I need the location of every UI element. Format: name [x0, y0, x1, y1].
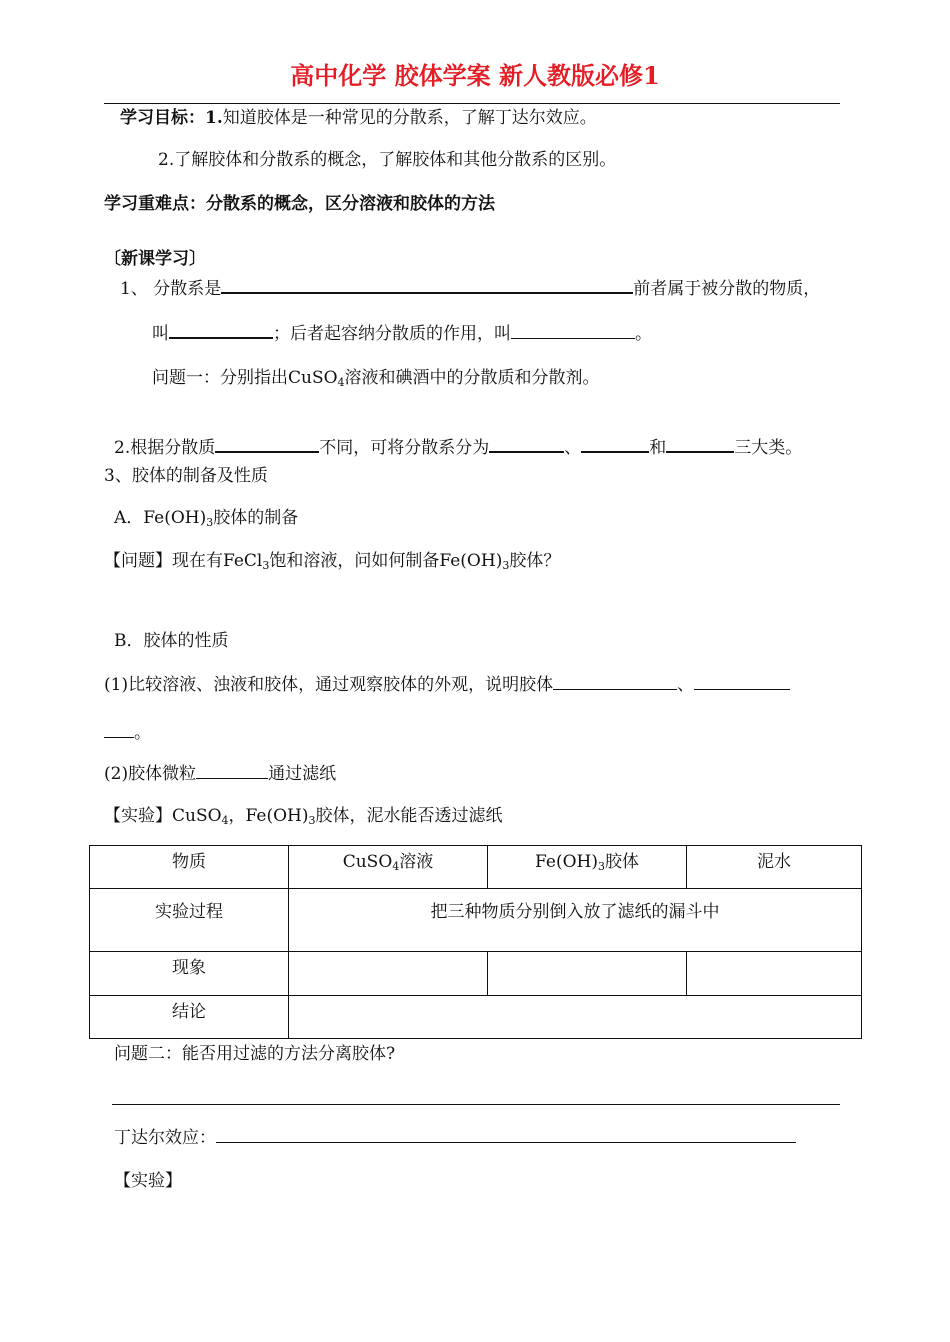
- blank-dispersion-medium[interactable]: [511, 338, 635, 339]
- problem-preparation: [104, 553, 560, 570]
- table-header-substance: 物质: [90, 846, 289, 889]
- tyndall-label: 丁达尔效应：: [114, 1128, 216, 1148]
- experiment-filter-b: ，Fe(OH): [228, 806, 309, 826]
- problem-preparation-b: 饱和溶液，问如何制备Fe(OH): [269, 551, 503, 571]
- blank-appearance-1[interactable]: [553, 689, 677, 690]
- question-1-line-2-a: 叫: [152, 324, 169, 344]
- blank-particle-size[interactable]: [215, 451, 319, 453]
- section-b: B．胶体的性质: [114, 631, 229, 651]
- objective-1: [120, 110, 597, 127]
- question-3: 3、胶体的制备及性质: [104, 466, 268, 486]
- experiment-filter-a: 【实验】CuSO: [104, 806, 222, 826]
- blank-dispersion-definition[interactable]: [221, 292, 633, 294]
- question-1-line-2: [152, 326, 652, 343]
- problem-preparation-c: 胶体？: [509, 551, 561, 571]
- table-row-conclusion-label: 结论: [90, 996, 289, 1039]
- table-row-phenomenon-label: 现象: [90, 952, 289, 996]
- blank-appearance-2[interactable]: [694, 689, 790, 690]
- table-header-cuso4-a: CuSO: [342, 852, 393, 872]
- table-header-feoh3-subscript: 3: [597, 860, 605, 873]
- problem-1-subscript: 4: [337, 376, 345, 389]
- page-title: 高中化学 胶体学案 新人教版必修1: [290, 61, 660, 90]
- key-points: 学习重难点：分散系的概念，区分溶液和胶体的方法: [104, 194, 495, 214]
- table-row: [90, 889, 862, 952]
- blank-type-2[interactable]: [581, 451, 649, 453]
- title-divider: [104, 103, 840, 104]
- table-header-cuso4: [289, 846, 488, 889]
- experiment-filter: [104, 808, 503, 825]
- property-1-a: (1)比较溶液、浊液和胶体，通过观察胶体的外观，说明胶体: [104, 675, 554, 695]
- table-process-value: 把三种物质分别倒入放了滤纸的漏斗中: [289, 889, 862, 952]
- experiment-filter-subscript-1: 4: [221, 814, 229, 827]
- question-1-suffix: 前者属于被分散的物质，: [633, 279, 821, 299]
- blank-type-1[interactable]: [489, 451, 564, 453]
- table-cell-conclusion[interactable]: [289, 996, 862, 1039]
- section-a: [114, 510, 298, 527]
- property-1-b: 、: [677, 675, 695, 695]
- experiment-heading: 【实验】: [114, 1171, 182, 1191]
- blank-filter-paper[interactable]: [196, 778, 268, 779]
- section-a-a: A．Fe(OH): [114, 508, 207, 528]
- problem-preparation-subscript-1: 3: [262, 559, 270, 572]
- table-header-cuso4-subscript: 4: [392, 860, 400, 873]
- problem-1: [152, 370, 600, 387]
- table-row-process-label: 实验过程: [90, 889, 289, 952]
- question-1-line-2-c: 。: [635, 324, 652, 344]
- problem-1-b: 溶液和碘酒中的分散质和分散剂。: [344, 368, 600, 388]
- section-a-b: 胶体的制备: [213, 508, 299, 528]
- objective-2: 2.了解胶体和分散系的概念，了解胶体和其他分散系的区别。: [158, 150, 617, 170]
- blank-type-3[interactable]: [666, 451, 734, 453]
- problem-2: 问题二：能否用过滤的方法分离胶体?: [114, 1044, 396, 1064]
- section-a-subscript: 3: [206, 516, 214, 529]
- question-1-line-1: [120, 281, 820, 298]
- experiment-filter-subscript-2: 3: [308, 814, 316, 827]
- table-header-mud: 泥水: [687, 846, 862, 889]
- question-2-d: 和: [649, 438, 667, 458]
- question-1-line-2-b: ；后者起容纳分散质的作用，叫: [273, 324, 511, 344]
- property-1: [104, 677, 790, 694]
- tyndall-effect: [114, 1130, 796, 1147]
- table-cell-phenomenon-mud[interactable]: [687, 952, 862, 996]
- property-2-a: (2)胶体微粒: [104, 764, 197, 784]
- problem-preparation-subscript-2: 3: [502, 559, 510, 572]
- objective-1-text: 知道胶体是一种常见的分散系，了解丁达尔效应。: [222, 108, 597, 128]
- new-lesson-heading: 〔新课学习〕: [104, 249, 206, 269]
- question-2-b: 不同，可将分散系分为: [319, 438, 490, 458]
- property-1-continuation: [104, 725, 151, 742]
- table-row: [90, 996, 862, 1039]
- table-cell-phenomenon-cuso4[interactable]: [289, 952, 488, 996]
- question-2-c: 、: [564, 438, 582, 458]
- objective-1-number: 1.: [205, 108, 223, 128]
- question-2-a: 2.根据分散质: [114, 438, 216, 458]
- table-cell-phenomenon-feoh3[interactable]: [488, 952, 687, 996]
- problem-1-a: 问题一：分别指出CuSO: [152, 368, 338, 388]
- table-header-feoh3: [488, 846, 687, 889]
- property-1-c: 。: [134, 723, 151, 743]
- table-header-feoh3-b: 胶体: [604, 852, 639, 872]
- answer-line-problem-2[interactable]: [112, 1104, 840, 1105]
- blank-dispersed-phase[interactable]: [169, 337, 273, 339]
- property-2: [104, 766, 336, 783]
- question-2: [114, 440, 802, 457]
- blank-tyndall[interactable]: [216, 1142, 796, 1143]
- experiment-table: [89, 845, 862, 1039]
- property-2-b: 通过滤纸: [268, 764, 337, 784]
- table-header-cuso4-b: 溶液: [399, 852, 434, 872]
- experiment-filter-c: 胶体，泥水能否透过滤纸: [315, 806, 503, 826]
- problem-preparation-a: 【问题】现在有FeCl: [104, 551, 263, 571]
- table-row: [90, 952, 862, 996]
- question-2-e: 三大类。: [734, 438, 803, 458]
- table-header-feoh3-a: Fe(OH): [535, 852, 598, 872]
- table-row: [90, 846, 862, 889]
- blank-appearance-2-continued[interactable]: [104, 737, 134, 738]
- question-1-prefix: 1、 分散系是: [120, 279, 222, 299]
- objective-label: 学习目标：: [120, 108, 205, 128]
